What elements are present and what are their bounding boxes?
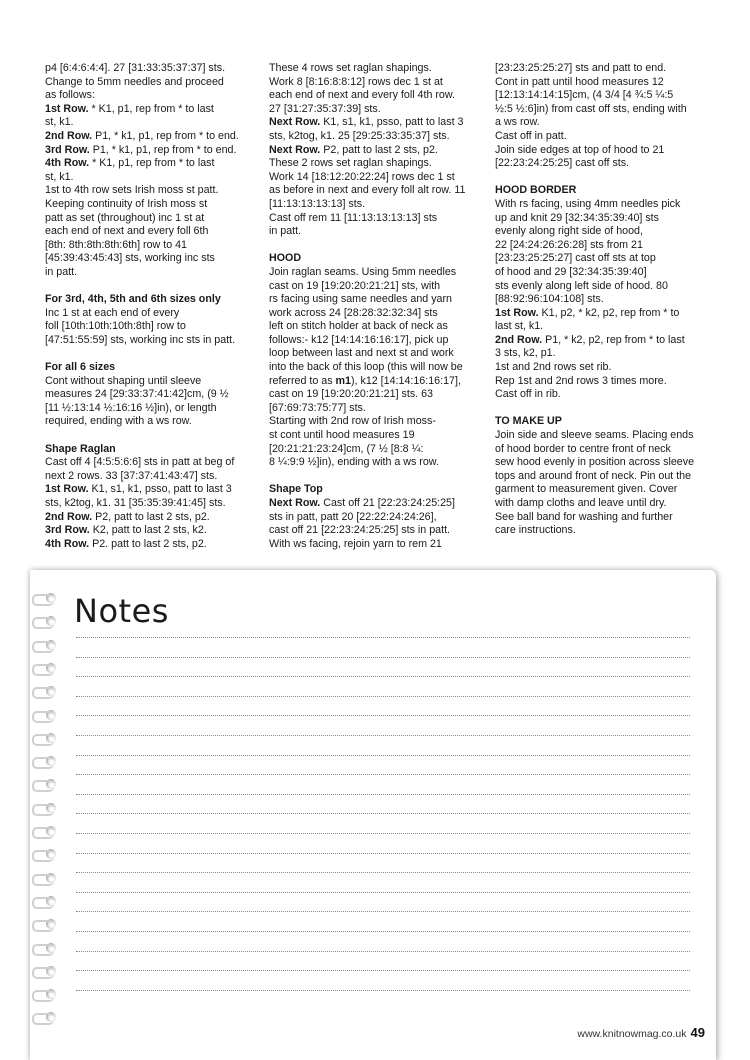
text-line <box>45 198 257 212</box>
line-text: cast off 21 [22:23:24:25:25] sts in patt. <box>269 524 451 537</box>
text-line <box>495 470 710 484</box>
section-heading: Shape Raglan <box>45 442 116 455</box>
text-line <box>495 497 710 511</box>
ring-wire <box>32 874 54 886</box>
paragraph-gap <box>45 280 257 294</box>
text-line <box>45 456 257 470</box>
notes-panel <box>30 570 718 1060</box>
note-line <box>76 970 690 971</box>
line-text: Keeping continuity of Irish moss st <box>45 197 208 210</box>
text-line <box>45 524 257 538</box>
line-text: Rep 1st and 2nd rows 3 times more. <box>495 374 667 387</box>
note-line <box>76 833 690 834</box>
text-line <box>495 116 710 130</box>
text-line <box>45 116 257 130</box>
binding-ring <box>32 685 62 699</box>
ring-wire <box>32 967 54 979</box>
line-text: left on stitch holder at back of neck as <box>269 320 448 333</box>
line-text: With ws facing, rejoin yarn to rem 21 <box>269 537 442 550</box>
text-line <box>495 157 710 171</box>
line-text: [12:13:14:14:15]cm, (4 3/4 [4 ¾:5 ¼:5 <box>495 89 674 102</box>
line-text: rs facing using same needles and yarn <box>269 293 452 306</box>
row-label: 1st Row. <box>495 306 539 319</box>
line-text: foll [10th:10th:10th:8th] row to <box>45 320 186 333</box>
binding-ring <box>32 1011 62 1025</box>
line-text: Join side edges at top of hood to 21 <box>495 143 665 156</box>
text-line <box>495 483 710 497</box>
line-text: p4 [6:4:6:4:4]. 27 [31:33:35:37:37] sts. <box>45 62 226 74</box>
text-line <box>495 347 710 361</box>
line-text: [45:39:43:45:43] sts, working inc sts <box>45 252 215 265</box>
note-line <box>76 813 690 814</box>
line-text: * K1, p1, rep from * to last <box>89 157 215 170</box>
note-line <box>76 755 690 756</box>
line-text: 27 [31:27:35:37:39] sts. <box>269 102 381 115</box>
line-text: [47:51:55:59] sts, working inc sts in patt. <box>45 333 236 346</box>
text-line <box>45 225 257 239</box>
line-text: in patt. <box>269 225 302 238</box>
line-text: of hood border to centre front of neck <box>495 442 671 455</box>
paragraph-gap <box>269 239 484 253</box>
text-line <box>269 456 484 470</box>
note-line <box>76 735 690 736</box>
text-line <box>269 307 484 321</box>
note-line <box>76 872 690 873</box>
line-text: cast on 19 [19:20:20:21:21] sts, with <box>269 279 441 292</box>
line-text: K1, p2, * k2, p2, rep from * to <box>538 306 680 319</box>
line-text: Cont in patt until hood measures 12 <box>495 75 664 88</box>
binding-ring <box>32 872 62 886</box>
text-line <box>269 320 484 334</box>
line-text: 8 ¼:9:9 ½]in), ending with a ws row. <box>269 456 439 469</box>
binding-ring <box>32 755 62 769</box>
text-line <box>45 388 257 402</box>
text-line <box>269 144 484 158</box>
line-text: Cont without shaping until sleeve <box>45 374 202 387</box>
line-text: Cast off in rib. <box>495 388 561 401</box>
text-line <box>269 388 484 402</box>
line-text: See ball band for washing and further <box>495 510 673 523</box>
line-text: Inc 1 st at each end of every <box>45 306 180 319</box>
line-text: These 4 rows set raglan shapings. <box>269 62 432 74</box>
line-text: tops and around front of neck. Pin out the <box>495 469 692 482</box>
text-line <box>45 89 257 103</box>
line-text: with damp cloths and leave until dry. <box>495 497 667 509</box>
text-line <box>495 443 710 457</box>
text-line <box>495 388 710 402</box>
ring-wire <box>32 617 54 629</box>
column-3 <box>495 62 710 538</box>
line-text: work across 24 [28:28:32:32:34] sts <box>269 306 438 319</box>
text-line <box>45 103 257 117</box>
line-text: [8th: 8th:8th:8th:6th] row to 41 <box>45 238 188 251</box>
text-line <box>269 511 484 525</box>
line-text: in patt. <box>45 265 78 278</box>
note-line <box>76 794 690 795</box>
row-label: 1st Row. <box>45 483 89 496</box>
pattern-columns <box>45 62 710 562</box>
binding-ring <box>32 848 62 862</box>
text-line <box>45 334 257 348</box>
binding-ring <box>32 732 62 746</box>
binding-ring <box>32 639 62 653</box>
ring-wire <box>32 734 54 746</box>
line-text: into the back of this loop (this will now be <box>269 361 463 374</box>
ring-wire <box>32 804 54 816</box>
text-line <box>269 157 484 171</box>
line-text: garment to measurement given. Cover <box>495 483 678 496</box>
text-line <box>495 320 710 334</box>
line-text: as before in next and every foll alt row. 11 <box>269 184 466 197</box>
line-text: loop between last and next st and work <box>269 347 454 360</box>
text-line <box>45 497 257 511</box>
line-text: * K1, p1, rep from * to last <box>88 102 214 115</box>
line-text: [11 ½:13:14 ½:16:16 ½]in), or length <box>45 401 217 414</box>
row-label: Next Row. <box>269 116 321 129</box>
line-text: Work 14 [18:12:20:22:24] rows dec 1 st <box>269 170 455 183</box>
binding-ring <box>32 778 62 792</box>
text-line <box>45 239 257 253</box>
notes-paper <box>30 570 716 1060</box>
paragraph-gap <box>495 171 710 185</box>
line-text: Join raglan seams. Using 5mm needles <box>269 265 457 278</box>
text-line <box>45 252 257 266</box>
text-line <box>269 347 484 361</box>
text-line <box>45 171 257 185</box>
text-line <box>269 212 484 226</box>
text-line <box>45 157 257 171</box>
text-line <box>45 511 257 525</box>
text-line <box>495 144 710 158</box>
text-line <box>269 280 484 294</box>
ring-wire <box>32 827 54 839</box>
text-line <box>269 225 484 239</box>
line-text: Join side and sleeve seams. Placing ends <box>495 429 694 442</box>
row-label: 4th Row. <box>45 157 90 170</box>
row-label: 3rd Row. <box>45 524 90 537</box>
text-line <box>495 511 710 525</box>
line-text: K1, s1, k1, psso, patt to last 3 <box>320 116 464 129</box>
ring-wire <box>32 897 54 909</box>
text-line <box>269 198 484 212</box>
ring-wire <box>32 711 54 723</box>
line-text: st cont until hood measures 19 <box>269 429 415 442</box>
line-text: Work 8 [8:16:8:8:12] rows dec 1 st at <box>269 75 443 88</box>
line-text: P2, patt to last 2 sts, p2. <box>92 510 210 523</box>
text-line <box>495 307 710 321</box>
note-line <box>76 990 690 991</box>
line-text: care instructions. <box>495 524 576 537</box>
line-text: ), k12 [14:14:16:16:17], <box>350 374 461 387</box>
text-line <box>45 130 257 144</box>
note-line <box>76 676 690 677</box>
text-line <box>495 130 710 144</box>
line-text: P1, * k1, p1, rep from * to end. <box>92 129 239 142</box>
line-text: next 2 rows. 33 [37:37:41:43:47] sts. <box>45 469 218 482</box>
text-line <box>269 130 484 144</box>
text-line <box>45 266 257 280</box>
text-line <box>269 415 484 429</box>
text-line <box>495 89 710 103</box>
text-line <box>269 334 484 348</box>
binding-ring <box>32 942 62 956</box>
text-line <box>495 266 710 280</box>
ring-wire <box>32 944 54 956</box>
section-heading: For all 6 sizes <box>45 361 116 374</box>
line-text: a ws row. <box>495 116 540 129</box>
line-text: Change to 5mm needles and proceed <box>45 75 224 88</box>
text-line <box>495 76 710 90</box>
text-line <box>269 429 484 443</box>
paragraph-gap <box>45 429 257 443</box>
text-line <box>269 293 484 307</box>
text-line <box>495 361 710 375</box>
binding-ring <box>32 615 62 629</box>
line-text: referred to as <box>269 374 336 387</box>
line-text: each end of next and every foll 4th row. <box>269 89 455 102</box>
binding-ring <box>32 895 62 909</box>
line-text: measures 24 [29:33:37:41:42]cm, (9 ½ <box>45 388 229 401</box>
note-line <box>76 892 690 893</box>
ring-wire <box>32 990 54 1002</box>
text-line <box>45 402 257 416</box>
text-line <box>269 103 484 117</box>
text-line <box>495 62 710 76</box>
text-line <box>45 144 257 158</box>
line-text: Cast off in patt. <box>495 129 567 142</box>
text-line <box>45 375 257 389</box>
text-line <box>269 443 484 457</box>
row-label: 3rd Row. <box>45 143 90 156</box>
line-text: st, k1. <box>45 170 74 183</box>
paragraph-gap <box>269 470 484 484</box>
binding-ring <box>32 802 62 816</box>
page-footer <box>577 1025 705 1040</box>
row-label: 2nd Row. <box>45 129 93 142</box>
row-label: 2nd Row. <box>45 510 93 523</box>
binding-ring <box>32 709 62 723</box>
note-line <box>76 637 690 638</box>
text-line <box>45 483 257 497</box>
line-text: P2. patt to last 2 sts, p2. <box>89 537 207 550</box>
ring-wire <box>32 687 54 699</box>
note-line <box>76 853 690 854</box>
text-line <box>495 225 710 239</box>
ring-wire <box>32 594 54 606</box>
line-text: [22:23:24:25:25] cast off sts. <box>495 157 630 170</box>
note-line <box>76 911 690 912</box>
text-line <box>45 76 257 90</box>
footer-url: www.knitnowmag.co.uk <box>577 1028 687 1040</box>
line-text: evenly along right side of hood, <box>495 225 643 238</box>
text-line <box>269 524 484 538</box>
ring-wire <box>32 1013 54 1025</box>
text-line <box>269 171 484 185</box>
text-line <box>269 361 484 375</box>
line-text: required, ending with a ws row. <box>45 415 192 428</box>
text-line <box>45 320 257 334</box>
section-heading: HOOD <box>269 252 302 265</box>
text-line <box>269 266 484 280</box>
ring-wire <box>32 850 54 862</box>
line-text: sts in patt, patt 20 [22:22:24:24:26], <box>269 510 437 523</box>
text-line <box>269 62 484 76</box>
line-text: Starting with 2nd row of Irish moss- <box>269 415 436 428</box>
line-text: 22 [24:24:26:26:28] sts from 21 <box>495 238 643 251</box>
binding-ring <box>32 918 62 932</box>
text-line <box>269 89 484 103</box>
note-line <box>76 715 690 716</box>
line-text: Cast off 21 [22:23:24:25:25] <box>320 497 455 509</box>
ring-wire <box>32 920 54 932</box>
text-line <box>45 62 257 76</box>
binding-ring <box>32 662 62 676</box>
note-line <box>76 951 690 952</box>
note-line <box>76 657 690 658</box>
line-text: ½:5 ½:6]in) from cast off sts, ending with <box>495 102 687 115</box>
text-line <box>45 470 257 484</box>
text-line <box>495 524 710 538</box>
binding-ring <box>32 988 62 1002</box>
text-line <box>495 280 710 294</box>
section-heading: HOOD BORDER <box>495 184 577 197</box>
ring-wire <box>32 780 54 792</box>
text-line <box>495 334 710 348</box>
line-text: These 2 rows set raglan shapings. <box>269 157 432 170</box>
binding-ring <box>32 825 62 839</box>
text-line <box>495 293 710 307</box>
row-label: Next Row. <box>269 497 321 509</box>
ring-wire <box>32 757 54 769</box>
line-text: sts, k2tog, k1. 31 [35:35:39:41:45] sts. <box>45 497 226 509</box>
column-2 <box>269 62 484 551</box>
line-text: With rs facing, using 4mm needles pick <box>495 197 681 210</box>
text-line <box>45 184 257 198</box>
line-text: P2, patt to last 2 sts, p2. <box>320 143 438 156</box>
text-line <box>495 375 710 389</box>
text-line <box>269 184 484 198</box>
line-text: [23:23:25:25:27] cast off sts at top <box>495 252 656 265</box>
note-line <box>76 931 690 932</box>
text-line <box>269 76 484 90</box>
paragraph-gap <box>45 347 257 361</box>
ring-wire <box>32 664 54 676</box>
binding-ring <box>32 965 62 979</box>
line-text: Cast off rem 11 [11:13:13:13:13] sts <box>269 211 438 224</box>
text-line <box>269 402 484 416</box>
text-line <box>269 116 484 130</box>
line-text: K1, s1, k1, psso, patt to last 3 <box>88 483 232 496</box>
text-line <box>45 538 257 552</box>
page-number: 49 <box>690 1025 705 1040</box>
text-line <box>495 212 710 226</box>
text-line <box>495 429 710 443</box>
text-line <box>269 538 484 552</box>
text-line <box>495 198 710 212</box>
line-text: 1st and 2nd rows set rib. <box>495 361 612 374</box>
line-text: K2, patt to last 2 sts, k2. <box>89 524 207 537</box>
text-line <box>495 239 710 253</box>
text-line <box>45 307 257 321</box>
column-1 <box>45 62 257 551</box>
text-line <box>45 212 257 226</box>
line-text: [88:92:96:104:108] sts. <box>495 293 604 306</box>
text-line <box>269 375 484 389</box>
row-label: Next Row. <box>269 143 321 156</box>
line-text: 3 sts, k2, p1. <box>495 347 556 360</box>
line-text: [23:23:25:25:27] sts and patt to end. <box>495 62 667 74</box>
line-text: of hood and 29 [32:34:35:39:40] <box>495 265 647 278</box>
row-label: 1st Row. <box>45 102 89 115</box>
text-line <box>495 456 710 470</box>
inline-abbreviation: m1 <box>335 374 351 387</box>
line-text: follows:- k12 [14:14:16:16:17], pick up <box>269 333 449 346</box>
line-text: cast on 19 [19:20:20:21:21] sts. 63 <box>269 388 433 401</box>
text-line <box>45 415 257 429</box>
line-text: Cast off 4 [4:5:5:6:6] sts in patt at beg of <box>45 456 235 469</box>
text-line <box>495 252 710 266</box>
text-line <box>495 103 710 117</box>
line-text: 1st to 4th row sets Irish moss st patt. <box>45 184 219 197</box>
line-text: P1, * k2, p2, rep from * to last <box>542 333 685 346</box>
note-line <box>76 696 690 697</box>
section-heading: For 3rd, 4th, 5th and 6th sizes only <box>45 293 221 306</box>
notes-title: Notes <box>74 592 169 630</box>
line-text: [11:13:13:13:13] sts. <box>269 197 366 210</box>
row-label: 4th Row. <box>45 537 90 550</box>
line-text: [67:69:73:75:77] sts. <box>269 401 366 414</box>
line-text: sew hood evenly in position across sleeve <box>495 456 695 469</box>
line-text: up and knit 29 [32:34:35:39:40] sts <box>495 211 659 224</box>
line-text: sts evenly along left side of hood. 80 <box>495 279 668 292</box>
paragraph-gap <box>495 402 710 416</box>
line-text: each end of next and every foll 6th <box>45 225 209 238</box>
line-text: [20:21:21:23:24]cm, (7 ½ [8:8 ¼: <box>269 442 424 455</box>
line-text: as follows: <box>45 89 95 102</box>
section-heading: Shape Top <box>269 483 323 496</box>
line-text: P1, * k1, p1, rep from * to end. <box>89 143 237 156</box>
line-text: sts, k2tog, k1. 25 [29:25:33:35:37] sts. <box>269 129 450 142</box>
ring-wire <box>32 641 54 653</box>
row-label: 2nd Row. <box>495 333 543 346</box>
note-line <box>76 774 690 775</box>
line-text: patt as set (throughout) inc 1 st at <box>45 211 205 224</box>
binding-ring <box>32 592 62 606</box>
section-heading: TO MAKE UP <box>495 415 562 428</box>
text-line <box>269 497 484 511</box>
line-text: last st, k1. <box>495 320 544 333</box>
line-text: st, k1. <box>45 116 74 129</box>
